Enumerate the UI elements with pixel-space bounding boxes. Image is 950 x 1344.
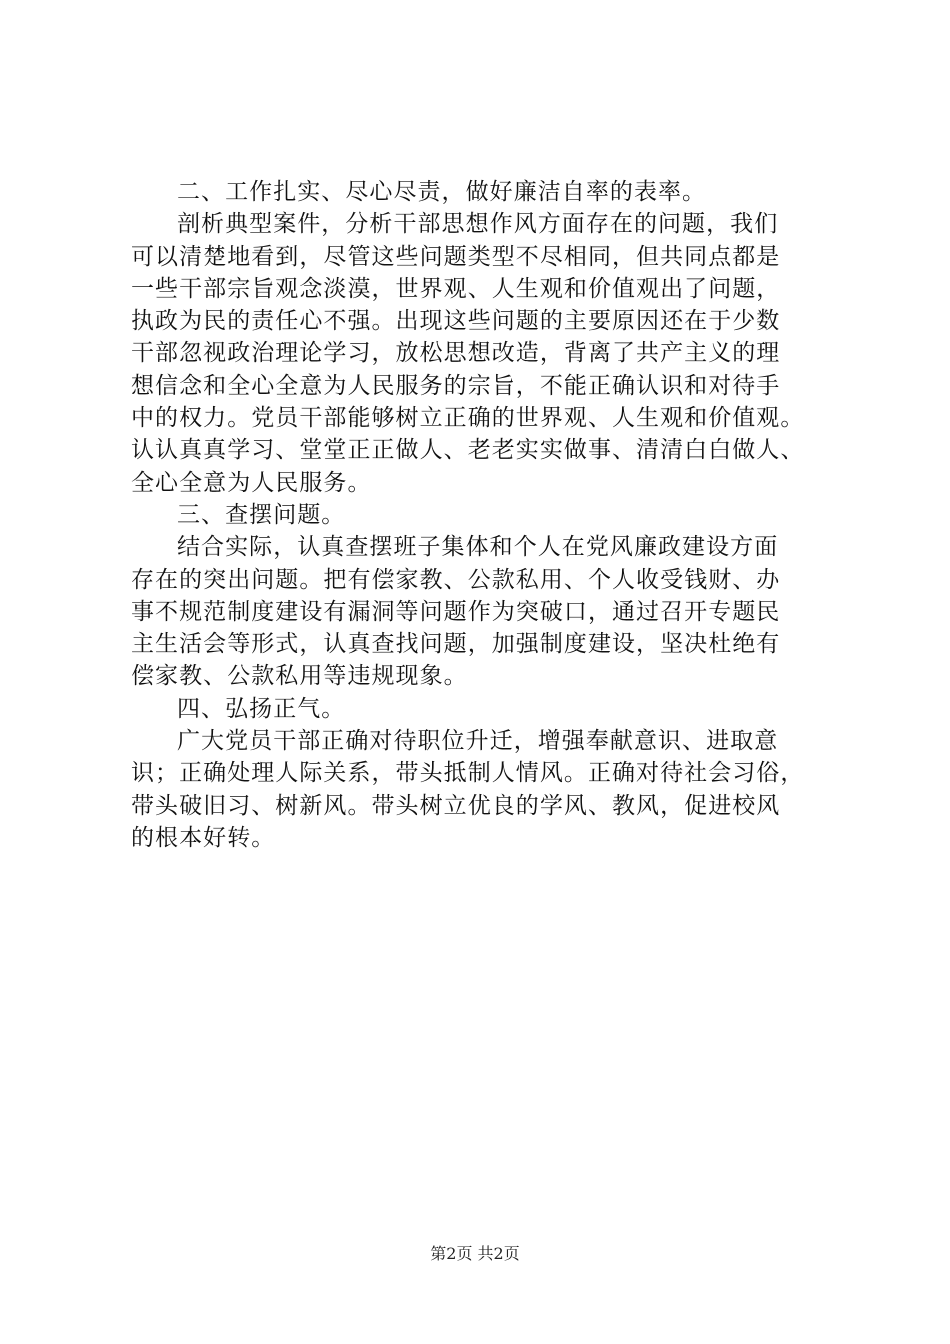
section-heading-2 [131,176,833,208]
text-line: 三、查摆问题。 [177,501,346,528]
text-line: 主生活会等形式，认真查找问题，加强制度建设，坚决杜绝有 [131,631,781,658]
text-line: 的根本好转。 [131,824,276,851]
page-footer [0,1244,950,1264]
text-line: 中的权力。党员干部能够树立正确的世界观、人生观和价值观。 [131,405,805,432]
text-line: 存在的突出问题。把有偿家教、公款私用、个人收受钱财、办 [131,566,781,593]
text-line: 可以清楚地看到，尽管这些问题类型不尽相同，但共同点都是 [131,243,781,270]
paragraph-integrity [131,725,833,854]
text-line: 偿家教、公款私用等违规现象。 [131,663,468,690]
text-line: 事不规范制度建设有漏洞等问题作为突破口，通过召开专题民 [131,598,781,625]
text-line: 剖析典型案件，分析干部思想作风方面存在的问题，我们 [177,211,779,238]
text-line: 广大党员干部正确对待职位升迁，增强奉献意识、进取意 [177,728,779,755]
text-line: 四、弘扬正气。 [177,695,346,722]
text-line: 认认真真学习、堂堂正正做人、老老实实做事、清清白白做人、 [131,437,805,464]
paragraph-analysis [131,208,833,499]
text-line: 全心全意为人民服务。 [131,469,372,496]
paragraph-problems [131,531,833,692]
section-heading-4 [131,693,833,725]
document-body [131,176,833,854]
page-number: 第2页 共2页 [430,1244,520,1263]
text-line: 结合实际，认真查摆班子集体和个人在党风廉政建设方面 [177,534,779,561]
text-line: 干部忽视政治理论学习，放松思想改造，背离了共产主义的理 [131,340,781,367]
text-line: 识；正确处理人际关系，带头抵制人情风。正确对待社会习俗， [131,760,805,787]
text-line: 二、工作扎实、尽心尽责，做好廉洁自率的表率。 [177,179,707,205]
section-heading-3 [131,499,833,531]
text-line: 带头破旧习、树新风。带头树立优良的学风、教风，促进校风 [131,792,781,819]
text-line: 想信念和全心全意为人民服务的宗旨，不能正确认识和对待手 [131,372,781,399]
text-line: 执政为民的责任心不强。出现这些问题的主要原因还在于少数 [131,308,781,335]
text-line: 一些干部宗旨观念淡漠，世界观、人生观和价值观出了问题， [131,275,781,302]
